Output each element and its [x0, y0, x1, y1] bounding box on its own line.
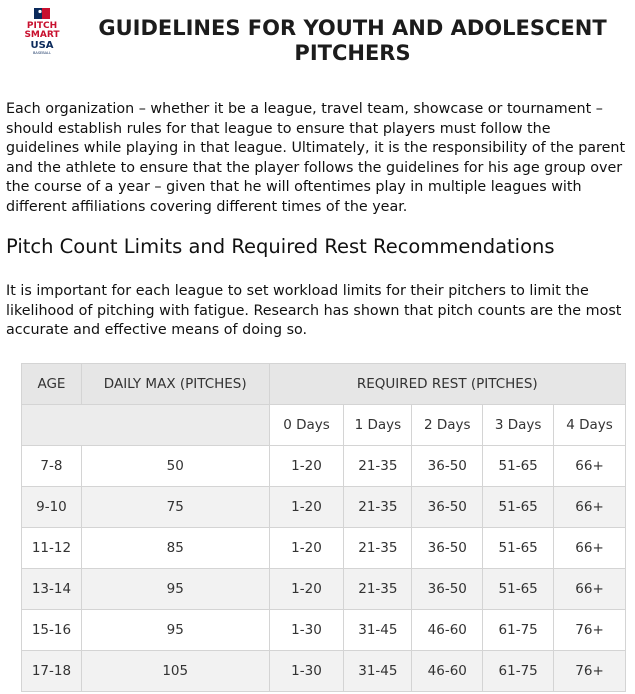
cell-d0: 1-20: [269, 528, 344, 569]
svg-text:USA: USA: [30, 40, 54, 51]
cell-age: 7-8: [22, 446, 82, 487]
cell-age: 9-10: [22, 487, 82, 528]
table-row: [22, 446, 626, 487]
cell-d1: 21-35: [344, 487, 412, 528]
cell-max: 95: [81, 610, 269, 651]
cell-d1: 31-45: [344, 651, 412, 692]
cell-d3: 51-65: [483, 528, 554, 569]
cell-d2: 36-50: [412, 487, 483, 528]
pitch-smart-logo: [20, 8, 64, 58]
cell-d3: 51-65: [483, 487, 554, 528]
cell-d4: 76+: [554, 651, 626, 692]
cell-age: 15-16: [22, 610, 82, 651]
blank-cell: [22, 405, 270, 446]
cell-age: 17-18: [22, 651, 82, 692]
cell-d2: 46-60: [412, 651, 483, 692]
page-header: [0, 0, 635, 80]
cell-d4: 66+: [554, 528, 626, 569]
header-required-rest: REQUIRED REST (PITCHES): [269, 364, 625, 405]
cell-d0: 1-20: [269, 569, 344, 610]
section-paragraph: It is important for each league to set workload limits for their pitchers to limit the likelihood of pitching with fatigue. Research has shown that pitch counts are the most accurate and effective means of doing so.: [6, 283, 622, 339]
cell-d0: 1-30: [269, 610, 344, 651]
cell-d3: 61-75: [483, 651, 554, 692]
svg-text:PITCH: PITCH: [26, 21, 58, 31]
cell-d4: 66+: [554, 569, 626, 610]
table-row: [22, 610, 626, 651]
cell-d2: 36-50: [412, 569, 483, 610]
svg-text:BASEBALL: BASEBALL: [33, 51, 51, 55]
cell-d2: 36-50: [412, 528, 483, 569]
page-title: GUIDELINES FOR YOUTH AND ADOLESCENT PITCHERS: [98, 16, 607, 65]
cell-d4: 76+: [554, 610, 626, 651]
cell-age: 13-14: [22, 569, 82, 610]
days-1: 1 Days: [344, 405, 412, 446]
section-heading: Pitch Count Limits and Required Rest Recommendations: [6, 235, 555, 258]
days-4: 4 Days: [554, 405, 626, 446]
cell-age: 11-12: [22, 528, 82, 569]
cell-max: 95: [81, 569, 269, 610]
days-header-row: [22, 405, 626, 446]
cell-d4: 66+: [554, 446, 626, 487]
header-age: AGE: [22, 364, 82, 405]
cell-d2: 46-60: [412, 610, 483, 651]
cell-d0: 1-20: [269, 446, 344, 487]
cell-d3: 51-65: [483, 569, 554, 610]
days-3: 3 Days: [483, 405, 554, 446]
table-row: [22, 651, 626, 692]
cell-d2: 36-50: [412, 446, 483, 487]
cell-max: 75: [81, 487, 269, 528]
days-2: 2 Days: [412, 405, 483, 446]
cell-d0: 1-30: [269, 651, 344, 692]
table-row: [22, 487, 626, 528]
cell-max: 50: [81, 446, 269, 487]
cell-d3: 61-75: [483, 610, 554, 651]
table-row: [22, 528, 626, 569]
table-row: [22, 569, 626, 610]
cell-d1: 21-35: [344, 569, 412, 610]
svg-text:SMART: SMART: [24, 30, 60, 40]
table-header-row: [22, 364, 626, 405]
cell-d0: 1-20: [269, 487, 344, 528]
cell-d1: 21-35: [344, 528, 412, 569]
days-0: 0 Days: [269, 405, 344, 446]
header-daily-max: DAILY MAX (PITCHES): [81, 364, 269, 405]
cell-max: 85: [81, 528, 269, 569]
cell-d3: 51-65: [483, 446, 554, 487]
cell-d1: 31-45: [344, 610, 412, 651]
pitch-count-table: [21, 363, 626, 692]
cell-d4: 66+: [554, 487, 626, 528]
intro-paragraph: Each organization – whether it be a league, travel team, showcase or tournament – should establish rules for that league to ensure that players must follow the guidelines while playing in that league. Ultimately, it is the responsibility of the parent and the athlete to ensure that the player follows the guidelines for his age group over the course of a year – given that he will oftentimes play in multiple leagues with different affiliations covering different times of the year.: [6, 101, 626, 215]
cell-d1: 21-35: [344, 446, 412, 487]
cell-max: 105: [81, 651, 269, 692]
